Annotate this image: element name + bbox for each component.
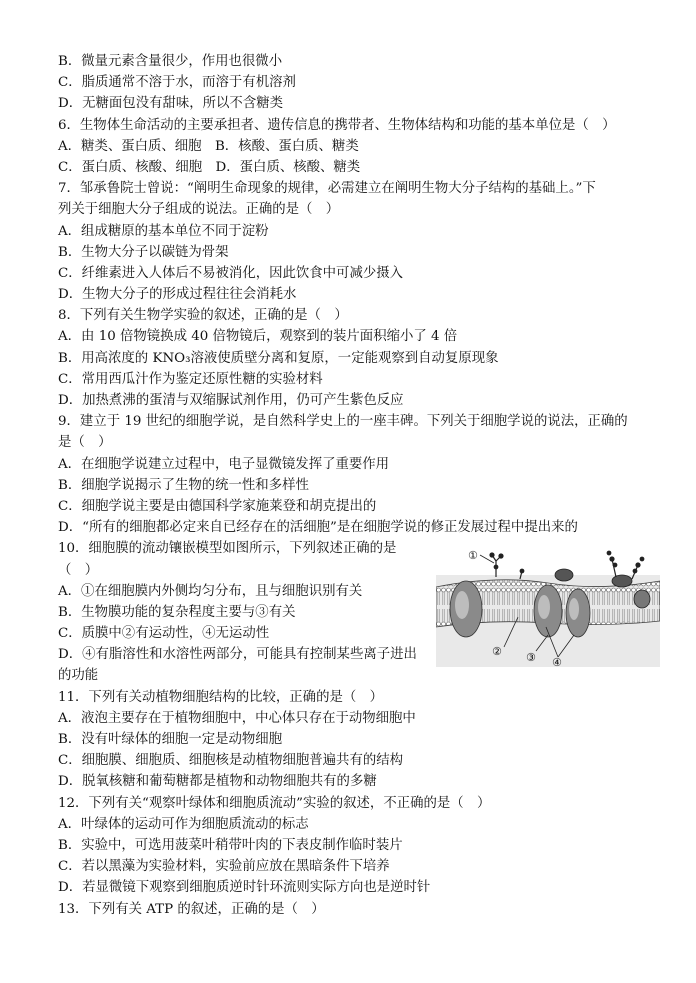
option-9b: B．细胞学说揭示了生物的统一性和多样性 [58,477,309,493]
option-12d: D．若显微镜下观察到细胞质逆时针环流则实际方向也是逆时针 [58,880,431,896]
option-11a: A．液泡主要存在于植物细胞中，中心体只存在于动物细胞中 [58,710,416,726]
question-10-stem-cont: （ ） [58,562,99,578]
option-12b: B．实验中，可选用菠菜叶稍带叶肉的下表皮制作临时装片 [58,837,403,853]
option-10d: D．④有脂溶性和水溶性两部分，可能具有控制某些离子进出 [58,647,417,663]
question-12-stem: 12．下列有关“观察叶绿体和细胞质流动”实验的叙述，不正确的是（ ） [58,795,491,811]
option-10c: C．质膜中②有运动性，④无运动性 [58,626,270,642]
option-5d: D．无糖面包没有甜味，所以不含糖类 [58,96,283,112]
question-8-stem: 8．下列有关生物学实验的叙述，正确的是（ ） [58,308,348,324]
question-9-stem-cont: 是（ ） [58,435,112,451]
question-13-stem: 13．下列有关 ATP 的叙述，正确的是（ ） [58,901,325,917]
question-10-stem: 10．细胞膜的流动镶嵌模型如图所示，下列叙述正确的是 [58,541,397,557]
option-8d: D．加热煮沸的蛋清与双缩脲试剂作用，仍可产生紫色反应 [58,393,404,408]
option-8c: C．常用西瓜汁作为鉴定还原性糖的实验材料 [58,371,323,387]
option-7b: B．生物大分子以碳链为骨架 [58,244,229,260]
option-12a: A．叶绿体的运动可作为细胞质流动的标志 [58,816,309,832]
exam-page [58,51,648,920]
option-12c: C．若以黑藻为实验材料，实验前应放在黑暗条件下培养 [58,859,390,875]
membrane-diagram [436,547,660,667]
protein-channel-highlight [569,598,579,620]
option-11c: C．细胞膜、细胞质、细胞核是动植物细胞普遍共有的结构 [58,753,404,769]
option-7d: D．生物大分子的形成过程往往会消耗水 [58,287,297,303]
option-5c: C．脂质通常不溶于水，而溶于有机溶剂 [58,75,296,91]
protein-right [634,590,650,608]
option-7c: C．纤维素进入人体后不易被消化，因此饮食中可减少摄入 [58,265,404,281]
option-10a: A．①在细胞膜内外侧均匀分布，且与细胞识别有关 [58,583,363,599]
option-10d-cont: 的功能 [58,668,99,684]
protein-left-highlight [455,591,469,619]
options-6-cd: C．蛋白质、核酸、细胞 D．蛋白质、核酸、糖类 [58,159,361,175]
option-5b: B．微量元素含量很少，作用也很微小 [58,54,283,69]
option-7a: A．组成糖原的基本单位不同于淀粉 [58,223,269,239]
marker-2: ② [492,645,502,658]
option-8a: A．由 10 倍物镜换成 40 倍物镜后，观察到的装片面积缩小了 4 倍 [58,329,458,345]
question-11-stem: 11．下列有关动植物细胞结构的比较，正确的是（ ） [58,689,384,705]
marker-4: ④ [552,656,562,667]
option-9d: D．“所有的细胞都必定来自已经存在的活细胞”是在细胞学说的修正发展过程中提出来的 [58,520,578,536]
option-10b: B．生物膜功能的复杂程度主要与③有关 [58,604,296,620]
question-9-stem: 9．建立于 19 世纪的细胞学说，是自然科学史上的一座丰碑。下列关于细胞学说的说法，正确的 [58,414,628,430]
peripheral-protein-top [555,569,573,581]
option-11d: D．脱氧核糖和葡萄糖都是植物和动物细胞共有的多糖 [58,774,377,790]
option-11b: B．没有叶绿体的细胞一定是动物细胞 [58,732,283,747]
question-7-stem: 7．邹承鲁院士曾说：“阐明生命现象的规律，必需建立在阐明生物大分子结构的基础上。”下 [58,181,596,197]
option-9c: C．细胞学说主要是由德国科学家施莱登和胡克提出的 [58,498,377,514]
option-9a: A．在细胞学说建立过程中，电子显微镜发挥了重要作用 [58,456,390,472]
option-8b: B．用高浓度的 KNO₃溶液使质壁分离和复原，一定能观察到自动复原现象 [58,350,499,366]
question-6-stem: 6．生物体生命活动的主要承担者、遗传信息的携带者、生物体结构和功能的基本单位是（ ） [58,117,616,133]
peripheral-protein-right [612,575,632,587]
marker-1: ① [468,549,478,562]
options-6-ab: A．糖类、蛋白质、细胞 B．核酸、蛋白质、糖类 [58,138,359,154]
marker-3: ③ [526,651,536,664]
question-7-stem-cont: 列关于细胞大分子组成的说法。正确的是（ ） [58,202,340,218]
protein-middle-highlight [538,595,550,619]
